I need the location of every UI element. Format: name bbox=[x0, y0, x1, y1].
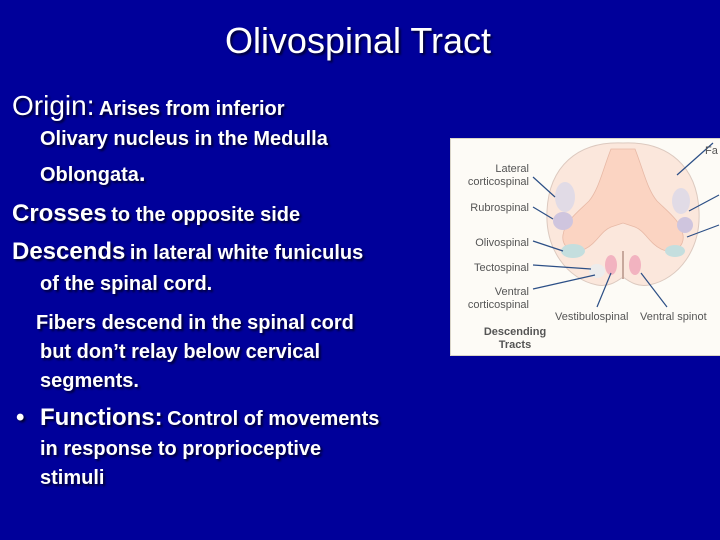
fibers-text-3: segments. bbox=[40, 370, 139, 392]
label-olivospinal: Olivospinal bbox=[475, 237, 529, 249]
origin-text-3: Oblongata bbox=[40, 164, 139, 186]
tectospinal-area bbox=[605, 255, 617, 275]
functions-text-2: in response to proprioceptive bbox=[40, 438, 322, 460]
origin-text-1: Arises from inferior bbox=[98, 98, 285, 120]
fibers-text-1: Fibers descend in the spinal cord bbox=[36, 312, 354, 334]
right-tecto-area bbox=[629, 255, 641, 275]
origin-line-3 bbox=[40, 160, 146, 188]
rubrospinal-area bbox=[553, 212, 573, 230]
label-ventral-corticospinal: corticospinal bbox=[467, 299, 529, 311]
origin-period: . bbox=[138, 160, 146, 187]
bullet-dot: • bbox=[16, 404, 25, 431]
right-olivo-area bbox=[665, 245, 685, 257]
functions-line bbox=[40, 404, 379, 432]
lateral-corticospinal-area bbox=[555, 182, 575, 212]
label-tracts: Tracts bbox=[498, 339, 532, 351]
descends-label: Descends bbox=[12, 238, 126, 265]
fibers-text-2: but don’t relay below cervical bbox=[40, 341, 321, 363]
right-lateral-area bbox=[672, 188, 690, 214]
right-rubro-area bbox=[677, 217, 693, 233]
functions-text-3: stimuli bbox=[40, 467, 105, 489]
origin-label: Origin: bbox=[12, 90, 95, 121]
label-tectospinal: Tectospinal bbox=[473, 262, 529, 274]
descends-text: in lateral white funiculus bbox=[129, 242, 364, 264]
crosses-label: Crosses bbox=[12, 200, 107, 227]
label-rubrospinal: Rubrospinal bbox=[470, 202, 529, 214]
origin-line-1 bbox=[12, 90, 285, 122]
olivospinal-area bbox=[561, 244, 585, 258]
descends-line bbox=[12, 238, 363, 266]
slide-title: Olivospinal Tract bbox=[224, 20, 492, 61]
label-vestibulospinal: Vestibulospinal bbox=[555, 311, 629, 323]
descends-text-2: of the spinal cord. bbox=[40, 273, 213, 295]
crosses-text: to the opposite side bbox=[111, 204, 301, 226]
crosses-line bbox=[12, 200, 300, 228]
label-lateral: Lateral bbox=[495, 163, 529, 175]
label-lateral-corticospinal: corticospinal bbox=[467, 176, 529, 188]
spinal-cord-svg bbox=[451, 139, 720, 355]
label-ventral-spinothalamic: Ventral spinot bbox=[640, 311, 707, 323]
label-descending: Descending bbox=[483, 326, 547, 338]
label-ventral: Ventral bbox=[494, 286, 529, 298]
functions-label: Functions: bbox=[40, 404, 163, 431]
functions-text: Control of movements bbox=[167, 408, 380, 430]
origin-text-2: Olivary nucleus in the Medulla bbox=[40, 128, 328, 150]
label-fragment-top-right: Fa bbox=[705, 145, 718, 157]
spinal-cord-diagram bbox=[450, 138, 720, 356]
